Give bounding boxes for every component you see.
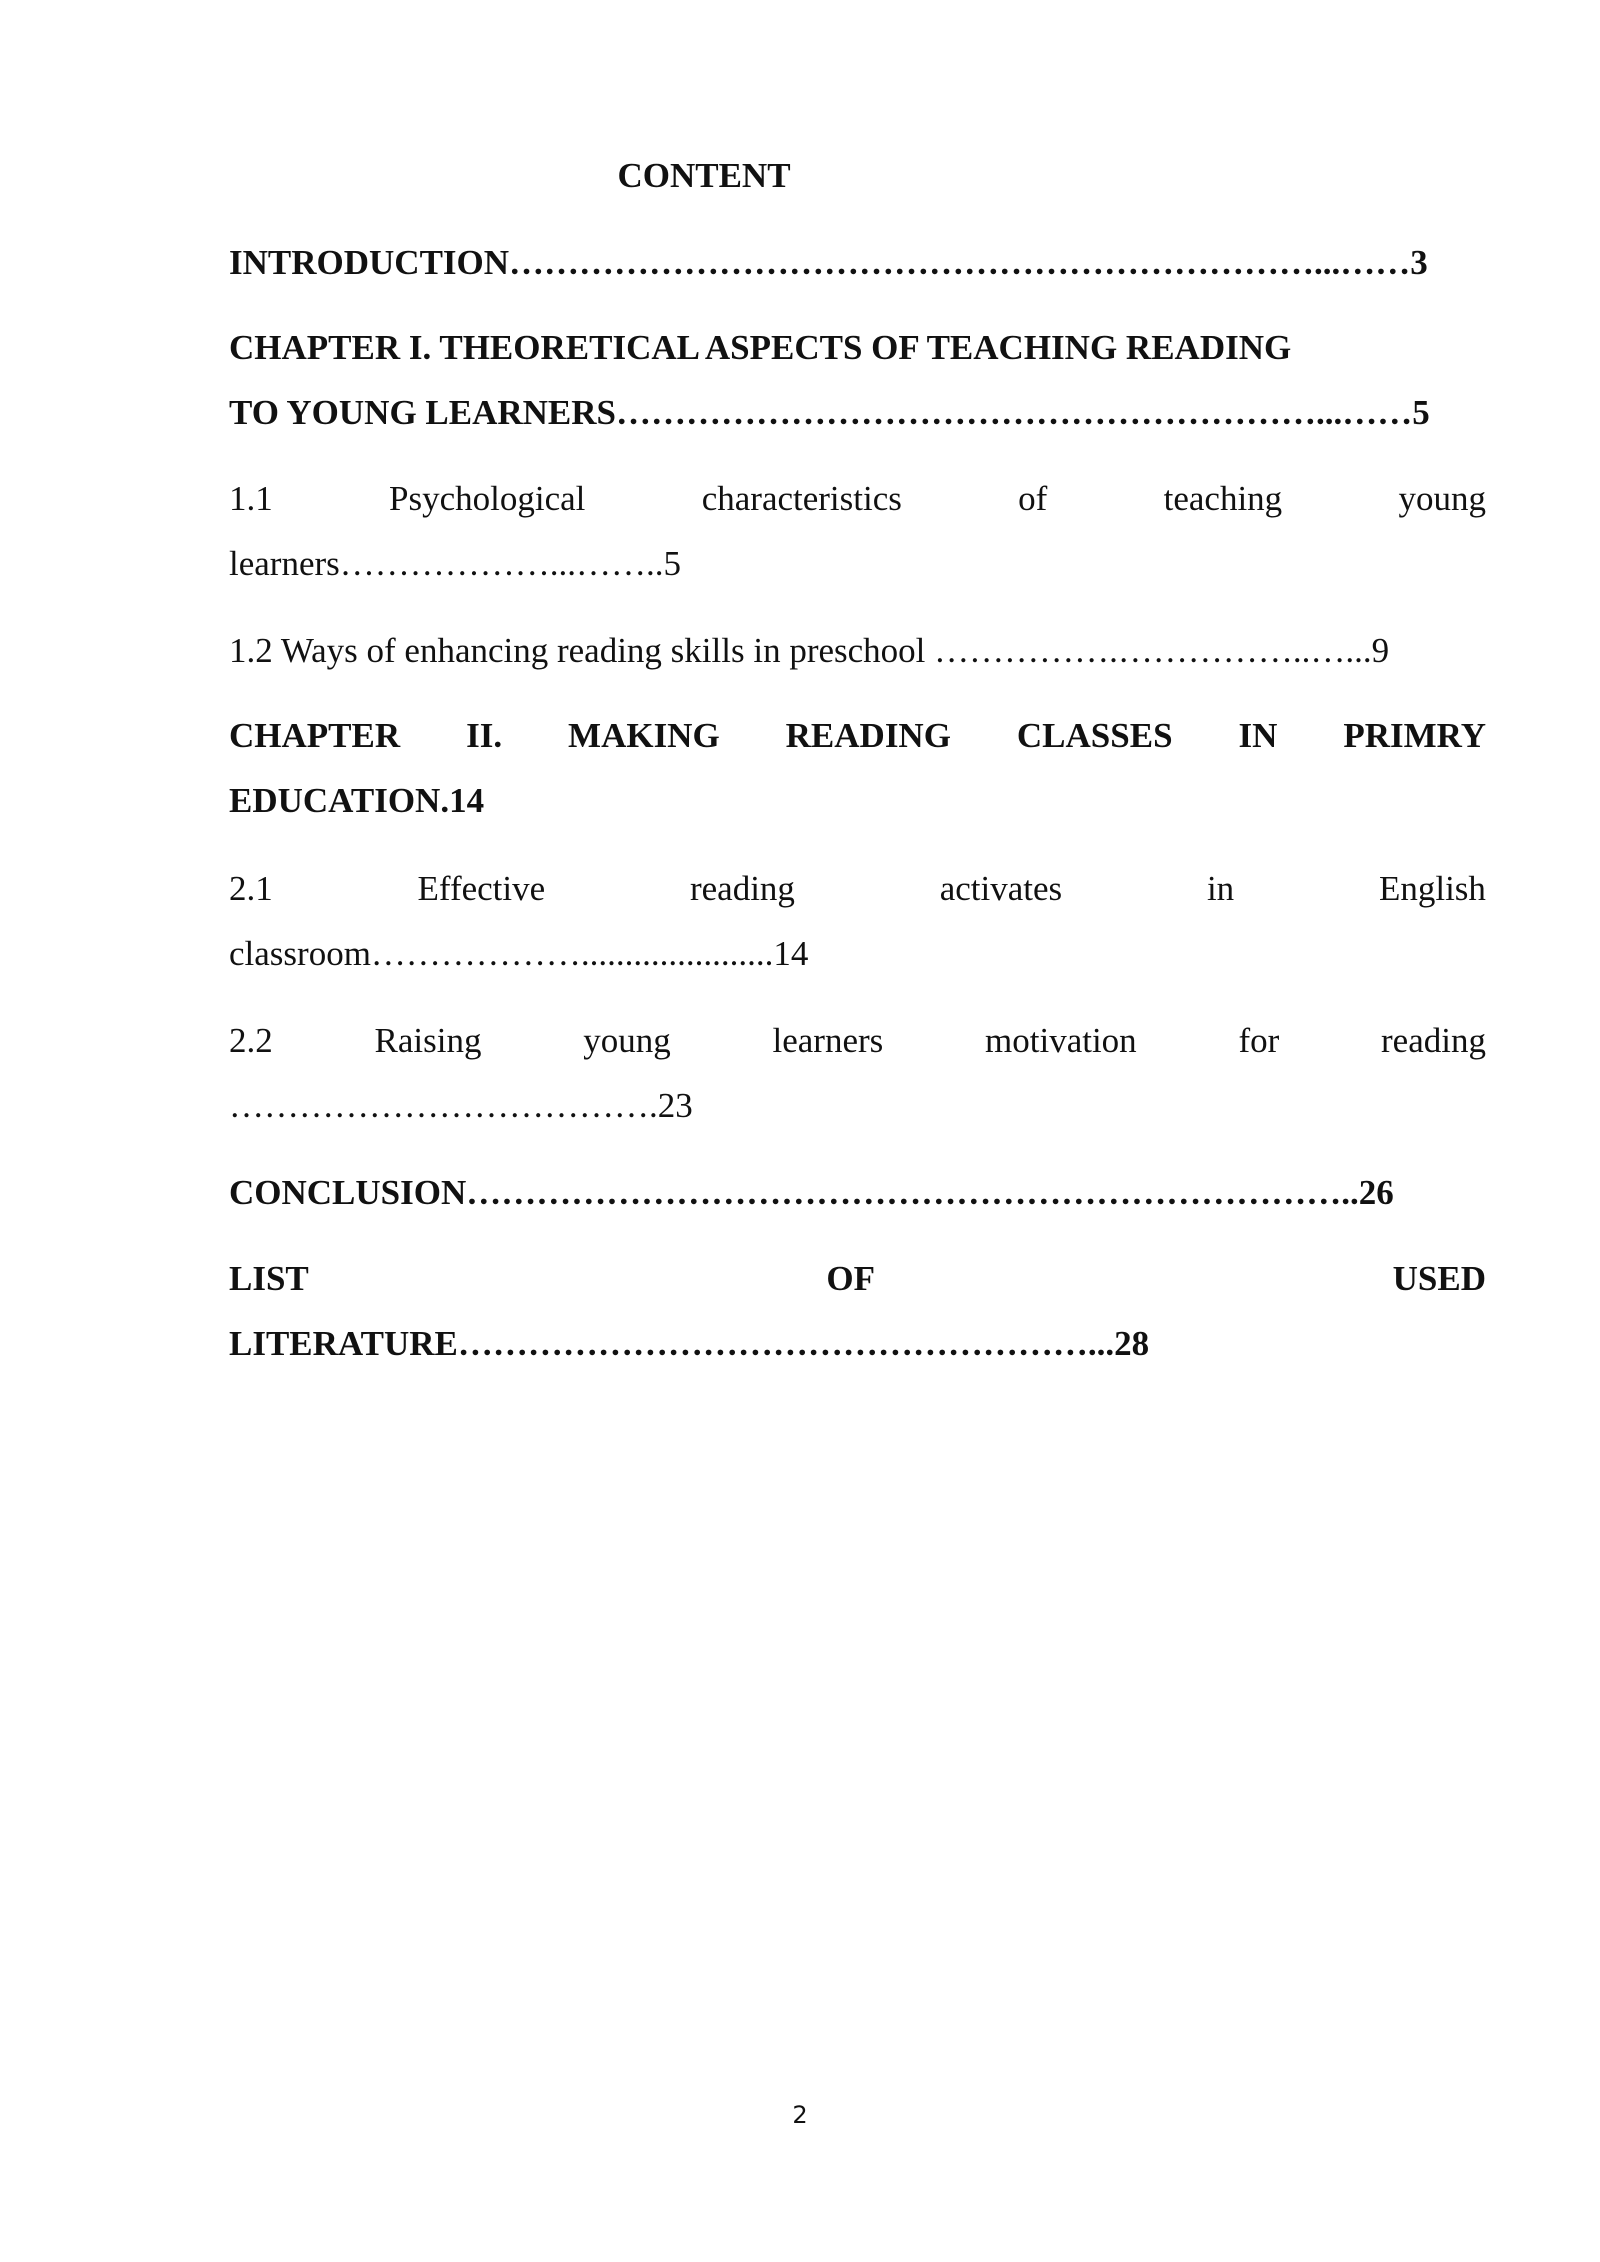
toc-entry-introduction [229, 230, 1486, 295]
toc-entry-literature [229, 1246, 1486, 1376]
toc-word: READING [785, 716, 951, 755]
toc-word: 2.2 [229, 1021, 273, 1060]
toc-word: LIST [229, 1259, 309, 1298]
toc-entry-line-2: learners………………...……..5 [229, 544, 682, 583]
toc-entry-text: 1.2 Ways of enhancing reading skills in preschool …………….……………..…...9 [229, 631, 1390, 670]
toc-entry-line-1 [229, 856, 1486, 921]
toc-entry-text: CONCLUSION…………………………………………………………………..26 [229, 1173, 1394, 1212]
toc-word: motivation [985, 1021, 1137, 1060]
toc-word: characteristics [701, 479, 902, 518]
toc-entry-line-2: TO YOUNG LEARNERS……………………………………………………...……5 [229, 393, 1430, 432]
toc-word: Raising [374, 1021, 482, 1060]
toc-entry-chapter-1 [229, 315, 1486, 445]
toc-word: in [1206, 869, 1235, 908]
toc-entry-section-1-2 [229, 618, 1486, 683]
toc-word: MAKING [568, 716, 720, 755]
toc-entry-line-1: CHAPTER I. THEORETICAL ASPECTS OF TEACHING READING [229, 328, 1292, 367]
toc-entry-section-2-1 [229, 856, 1486, 986]
toc-word: activates [939, 869, 1063, 908]
toc-word: 1.1 [229, 479, 273, 518]
toc-word: USED [1392, 1259, 1486, 1298]
page-number: 2 [792, 2101, 808, 2129]
toc-word: teaching [1163, 479, 1283, 518]
toc-word: IN [1238, 716, 1278, 755]
toc-word: PRIMRY [1343, 716, 1486, 755]
toc-entry-section-1-1 [229, 466, 1486, 596]
toc-entry-line-2: classroom………………......................14 [229, 934, 809, 973]
toc-entry-line-2: EDUCATION.14 [229, 781, 485, 820]
toc-word: English [1378, 869, 1486, 908]
toc-entry-line-2: ……………………………….23 [229, 1086, 693, 1125]
document-page [229, 0, 1486, 2262]
toc-word: young [1398, 479, 1486, 518]
toc-word: reading [689, 869, 795, 908]
toc-word: learners [772, 1021, 884, 1060]
toc-entry-line-2: LITERATURE………………………………………………...28 [229, 1324, 1150, 1363]
toc-title: CONTENT [617, 156, 791, 195]
toc-word: 2.1 [229, 869, 273, 908]
toc-entry-line-1 [229, 703, 1486, 768]
toc-entry-section-2-2 [229, 1008, 1486, 1138]
toc-word: young [583, 1021, 671, 1060]
toc-word: II. [466, 716, 503, 755]
toc-entry-line-1 [229, 1008, 1486, 1073]
toc-word: of [1018, 479, 1048, 518]
toc-entry-conclusion [229, 1160, 1486, 1225]
toc-word: OF [826, 1259, 875, 1298]
toc-word: for [1238, 1021, 1280, 1060]
toc-word: CHAPTER [229, 716, 401, 755]
toc-word: Effective [417, 869, 546, 908]
toc-entry-chapter-2 [229, 703, 1486, 833]
toc-entry-line-1 [229, 466, 1486, 531]
toc-word: CLASSES [1016, 716, 1173, 755]
toc-word: Psychological [389, 479, 586, 518]
toc-entry-text: INTRODUCTION……………………………………………………………...……3 [229, 243, 1428, 282]
toc-word: reading [1381, 1021, 1486, 1060]
toc-entry-line-1 [229, 1246, 1486, 1311]
